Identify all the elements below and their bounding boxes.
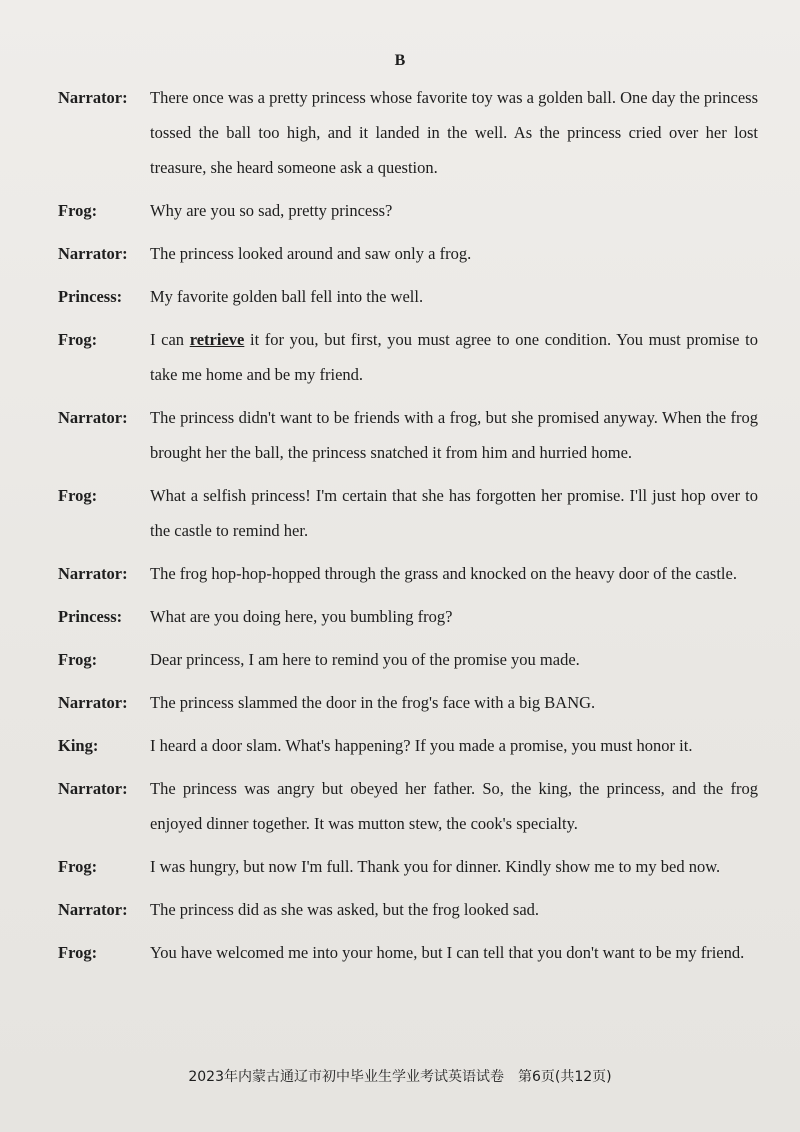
speech-text-after: it for you, but first, you must agree to one condition. You must promise to take me home and be my friend.	[150, 330, 758, 384]
speaker-label: Frog:	[58, 330, 98, 349]
speech-text-before: I can	[150, 330, 190, 349]
dialogue-line	[58, 80, 758, 185]
dialogue-line	[58, 556, 758, 591]
dialogue-line	[58, 849, 758, 884]
section-title: B	[394, 52, 406, 69]
speaker-label: Frog:	[58, 943, 98, 962]
speech-text: You have welcomed me into your home, but I can tell that you don't want to be my friend.	[150, 943, 745, 962]
speaker-label: Narrator:	[58, 900, 128, 919]
speech-text: I heard a door slam. What's happening? If you made a promise, you must honor it.	[150, 736, 693, 755]
speech-text: My favorite golden ball fell into the well.	[150, 287, 424, 306]
speech-text: The princess was angry but obeyed her father. So, the king, the princess, and the frog enjoyed dinner together. It was mutton stew, the cook's specialty.	[150, 779, 758, 833]
speech-text: What are you doing here, you bumbling frog?	[150, 607, 453, 626]
page-footer: 2023年内蒙古通辽市初中毕业生学业考试英语试卷 第6页(共12页)	[188, 1069, 612, 1085]
speech-text: There once was a pretty princess whose favorite toy was a golden ball. One day the princess tossed the ball too high, and it landed in the well. As the princess cried over her lost treasure, she heard someone ask a question.	[150, 88, 759, 177]
dialogue-line	[58, 935, 758, 970]
dialogue-line	[58, 236, 758, 271]
dialogue-line	[58, 892, 758, 927]
speaker-label: Narrator:	[58, 244, 128, 263]
vocabulary-word: retrieve	[189, 330, 245, 349]
dialogue-line	[58, 771, 758, 841]
speech-text: The princess slammed the door in the frog's face with a big BANG.	[150, 693, 596, 712]
speech-text	[150, 322, 758, 392]
dialogue-line	[58, 599, 758, 634]
speaker-label: Narrator:	[58, 564, 128, 583]
speaker-label: Princess:	[58, 287, 123, 306]
dialogue-line	[58, 685, 758, 720]
dialogue-line	[58, 193, 758, 228]
dialogue-line	[58, 642, 758, 677]
speaker-label: Frog:	[58, 201, 98, 220]
dialogue-line	[58, 322, 758, 392]
speech-text: I was hungry, but now I'm full. Thank you for dinner. Kindly show me to my bed now.	[150, 857, 721, 876]
speech-text: Dear princess, I am here to remind you of the promise you made.	[150, 650, 580, 669]
speaker-label: King:	[58, 736, 99, 755]
speaker-label: Frog:	[58, 650, 98, 669]
speaker-label: Narrator:	[58, 408, 128, 427]
dialogue-line	[58, 279, 758, 314]
speaker-label: Frog:	[58, 486, 98, 505]
speaker-label: Narrator:	[58, 779, 128, 798]
speech-text: The princess didn't want to be friends with a frog, but she promised anyway. When the frog brought her the ball, the princess snatched it from him and hurried home.	[150, 408, 758, 462]
speech-text: Why are you so sad, pretty princess?	[150, 201, 393, 220]
speaker-label: Narrator:	[58, 88, 128, 107]
dialogue	[58, 80, 758, 978]
speaker-label: Princess:	[58, 607, 123, 626]
dialogue-line	[58, 478, 758, 548]
speaker-label: Narrator:	[58, 693, 128, 712]
speech-text: The frog hop-hop-hopped through the grass and knocked on the heavy door of the castle.	[150, 564, 737, 583]
dialogue-line	[58, 728, 758, 763]
speaker-label: Frog:	[58, 857, 98, 876]
speech-text: What a selfish princess! I'm certain that she has forgotten her promise. I'll just hop over to the castle to remind her.	[150, 486, 758, 540]
dialogue-line	[58, 400, 758, 470]
speech-text: The princess did as she was asked, but the frog looked sad.	[150, 900, 540, 919]
speech-text: The princess looked around and saw only a frog.	[150, 244, 472, 263]
